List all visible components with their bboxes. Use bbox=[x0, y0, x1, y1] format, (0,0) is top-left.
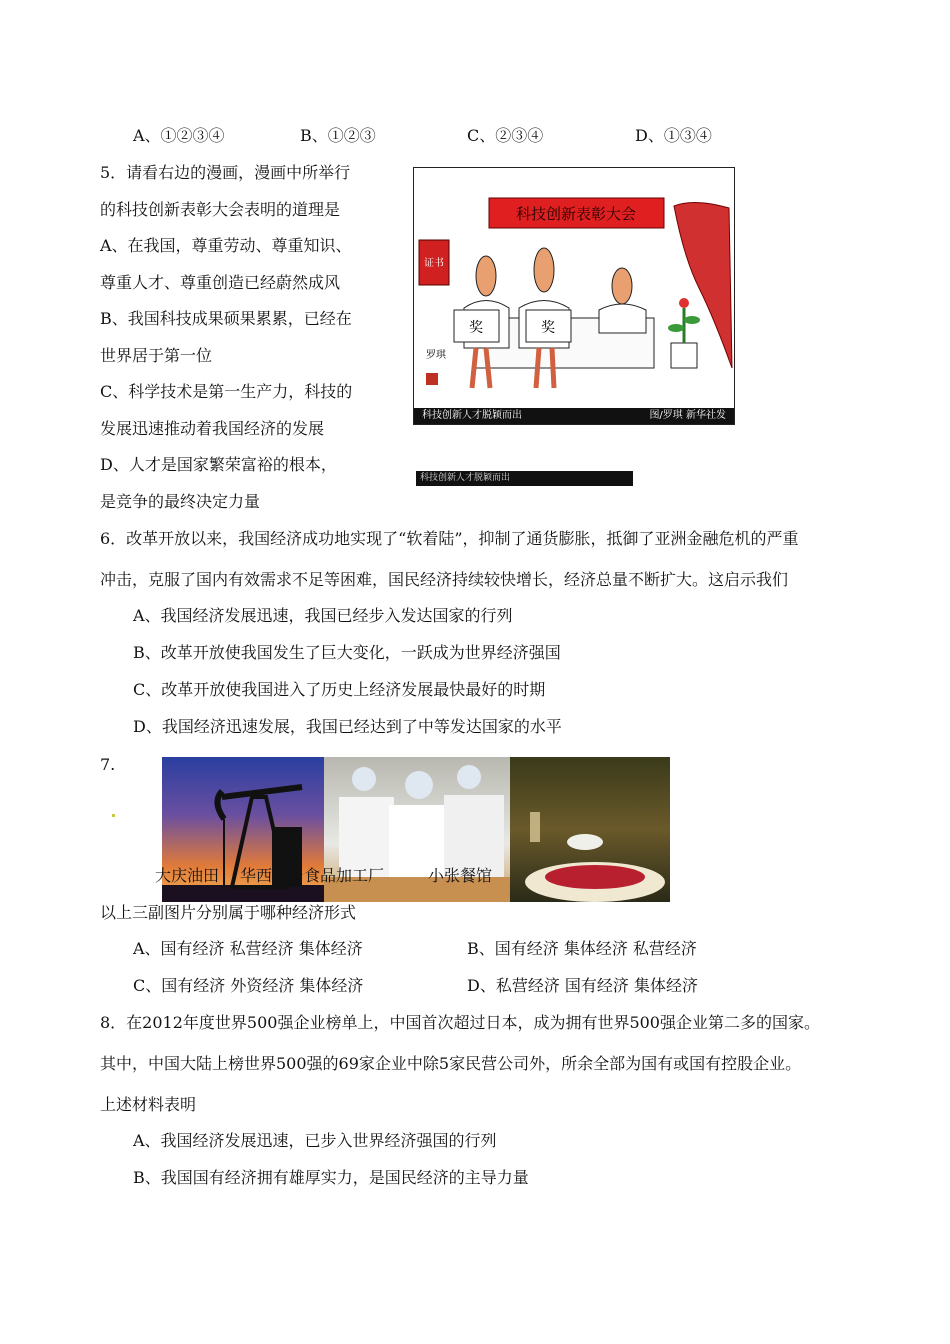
q5-option-d: D、人才是国家繁荣富裕的根本， bbox=[100, 455, 337, 474]
q5-stem-line1: 5．请看右边的漫画，漫画中所举行 bbox=[100, 163, 351, 182]
q5-option-a: A、在我国，尊重劳动、尊重知识、 bbox=[100, 236, 352, 255]
cartoon-caption-bar bbox=[414, 408, 734, 424]
q8-option-b: B、我国国有经济拥有雄厚实力，是国民经济的主导力量 bbox=[133, 1168, 529, 1187]
artist-signature: 罗琪 bbox=[426, 350, 446, 361]
duplicate-caption-text: 科技创新人才脱颖而出 bbox=[420, 473, 511, 483]
q5-stem-line2: 的科技创新表彰大会表明的道理是 bbox=[100, 200, 341, 219]
photo-restaurant bbox=[510, 757, 670, 902]
q6-stem-line2: 冲击，克服了国内有效需求不足等困难，国民经济持续较快增长，经济总量不断扩大。这启示我们 bbox=[100, 570, 789, 589]
q6-option-a: A、我国经济发展迅速，我国已经步入发达国家的行列 bbox=[133, 606, 513, 625]
q6-option-d: D、我国经济迅速发展，我国已经达到了中等发达国家的水平 bbox=[133, 717, 562, 736]
award-board-1-text: 奖 bbox=[469, 320, 483, 336]
plant-leaf bbox=[684, 316, 700, 324]
plant-flower bbox=[679, 298, 689, 308]
q5-option-c: C、科学技术是第一生产力，科技的 bbox=[100, 382, 353, 401]
q7-caption-food-factory: 华西村乡食品加工厂 bbox=[240, 866, 385, 885]
cartoon-duplicate-caption bbox=[416, 471, 633, 486]
q7-option-b: B、国有经济 集体经济 私营经济 bbox=[467, 939, 697, 958]
restaurant-illustration bbox=[510, 757, 670, 902]
q5-cartoon bbox=[413, 167, 735, 425]
q7-option-c: C、国有经济 外资经济 集体经济 bbox=[133, 976, 364, 995]
figure-leg bbox=[536, 348, 539, 388]
cartoon-drawing bbox=[414, 168, 734, 408]
q7-photos bbox=[162, 757, 670, 902]
q4-option-c: C、②③④ bbox=[467, 126, 544, 145]
q5-option-d-cont: 是竞争的最终决定力量 bbox=[100, 492, 261, 511]
q7-caption-oilfield: 大庆油田 bbox=[155, 866, 220, 885]
q8-stem-line2: 其中，中国大陆上榜世界500强的69家企业中除5家民营公司外，所余全部为国有或国有控股企业。 bbox=[100, 1054, 802, 1073]
q4-option-d: D、①③④ bbox=[635, 126, 712, 145]
q7-caption-restaurant: 小张餐馆 bbox=[428, 866, 493, 885]
figure-body-3 bbox=[599, 304, 646, 333]
q6-stem-line1: 6．改革开放以来，我国经济成功地实现了“软着陆”，抑制了通货膨胀，抵御了亚洲金融危机的严重 bbox=[100, 529, 799, 548]
q8-stem-line3: 上述材料表明 bbox=[100, 1095, 197, 1114]
q4-option-a: A、①②③④ bbox=[133, 126, 225, 145]
q8-stem-line1: 8．在2012年度世界500强企业榜单上，中国首次超过日本，成为拥有世界500强企业第二多的国家。 bbox=[100, 1013, 820, 1032]
q7-stem: 以上三副图片分别属于哪种经济形式 bbox=[100, 903, 357, 922]
q7-option-d: D、私营经济 国有经济 集体经济 bbox=[467, 976, 699, 995]
q5-option-b: B、我国科技成果硕果累累，已经在 bbox=[100, 309, 352, 328]
q5-option-c-cont: 发展迅速推动着我国经济的发展 bbox=[100, 419, 325, 438]
q6-option-c: C、改革开放使我国进入了历史上经济发展最快最好的时期 bbox=[133, 680, 546, 699]
q7-option-a: A、国有经济 私营经济 集体经济 bbox=[133, 939, 363, 958]
certificate-text: 证书 bbox=[424, 258, 444, 269]
q7-number: 7. bbox=[100, 755, 116, 774]
banner-text: 科技创新表彰大会 bbox=[515, 205, 637, 223]
flower-pot bbox=[671, 343, 697, 368]
figure-leg bbox=[552, 348, 554, 388]
q6-option-b: B、改革开放使我国发生了巨大变化，一跃成为世界经济强国 bbox=[133, 643, 561, 662]
stray-dot bbox=[112, 814, 115, 817]
figure-head-2 bbox=[534, 248, 554, 292]
figure-leg bbox=[472, 348, 476, 388]
figure-head-3 bbox=[612, 268, 632, 304]
q8-option-a: A、我国经济发展迅速，已步入世界经济强国的行列 bbox=[133, 1131, 497, 1150]
figure-head-1 bbox=[476, 256, 496, 296]
award-board-2-text: 奖 bbox=[541, 320, 555, 336]
artist-seal bbox=[426, 373, 438, 385]
cartoon-caption-left: 科技创新人才脱颖而出 bbox=[422, 410, 522, 421]
q5-option-b-cont: 世界居于第一位 bbox=[100, 346, 213, 365]
plant-leaf bbox=[668, 324, 684, 332]
q5-option-a-cont: 尊重人才、尊重创造已经蔚然成风 bbox=[100, 273, 341, 292]
q4-option-b: B、①②③ bbox=[300, 126, 376, 145]
cartoon-caption-right: 图/罗琪 新华社发 bbox=[649, 410, 726, 421]
